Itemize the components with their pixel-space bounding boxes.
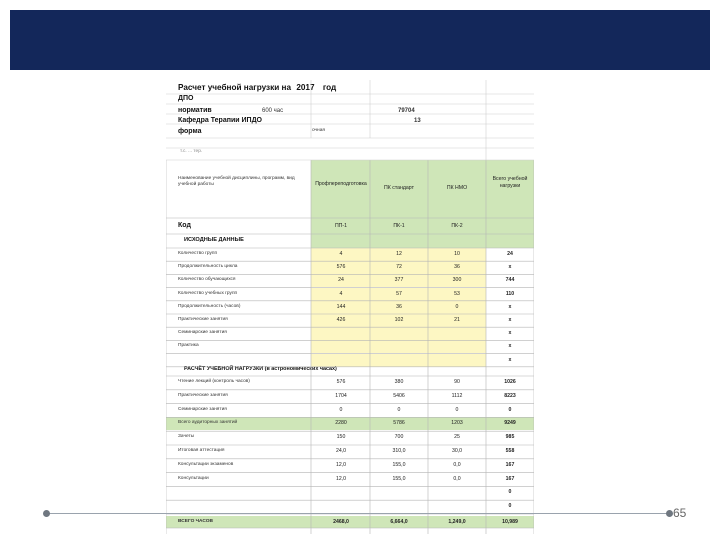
code-pp: ПП-1	[334, 223, 348, 229]
col-header-nmo: ПК НМО	[446, 185, 468, 191]
row-value: 576	[336, 379, 346, 385]
row-label: Продолжительность цикла	[178, 264, 238, 270]
row-value: 576	[336, 264, 346, 271]
row-total: 0	[508, 503, 512, 510]
row-value: 53	[454, 290, 460, 297]
row-value: 1704	[335, 392, 347, 399]
row-total: 0	[508, 406, 512, 413]
department-label: Кафедра Терапии ИПДО	[178, 117, 262, 124]
row-value: 155,0	[392, 475, 406, 482]
form-label: форма	[178, 128, 202, 135]
total-pk1: 6,664,0	[390, 519, 408, 525]
row-label: Зачеты	[178, 434, 195, 440]
row-value: 0,0	[453, 475, 461, 482]
row-label: Всего аудиторных занятий	[178, 420, 238, 426]
col-header-total: Всего учебной нагрузки	[492, 176, 528, 190]
row-value: 36	[396, 303, 402, 310]
footer-line	[46, 513, 671, 514]
row-value: 102	[394, 317, 404, 323]
total-label: ВСЕГО ЧАСОВ	[178, 519, 213, 524]
row-value: 10	[454, 251, 460, 257]
row-label: Продолжительность (часов)	[178, 303, 241, 309]
row-label: Количество учебных групп	[178, 290, 238, 296]
row-total: х	[508, 343, 512, 350]
row-total: х	[508, 264, 512, 271]
row-value: 310,0	[392, 448, 406, 454]
row-label: Чтение лекций (контроль часов)	[178, 379, 250, 384]
row-value: 150	[336, 434, 346, 441]
row-total: х	[508, 356, 512, 363]
row-value: 72	[396, 264, 402, 271]
row-value: 377	[394, 277, 404, 284]
row-value: 155,0	[392, 461, 406, 468]
row-value: 5786	[393, 420, 405, 427]
row-value: 12	[396, 251, 402, 257]
row-value: 30,0	[451, 448, 463, 454]
row-total: 110	[505, 290, 515, 297]
row-value: 0	[455, 406, 459, 413]
small-note: т.с. ... тер.	[180, 149, 203, 154]
row-value: 1203	[451, 420, 463, 427]
norm-value: 600 час	[262, 108, 284, 114]
row-total: 558	[505, 448, 515, 454]
form-value: очная	[312, 128, 325, 133]
col-header-pp: Профпереподготовка	[315, 181, 367, 187]
row-value: 5406	[393, 392, 405, 399]
total-pk2: 1,249,0	[448, 519, 466, 525]
row-value: 36	[454, 264, 460, 271]
row-label: Практические занятия	[178, 317, 228, 322]
row-value: 700	[394, 434, 404, 441]
row-value: 12,0	[335, 475, 347, 482]
row-label: Консультации экзаменов	[178, 461, 234, 467]
row-total: 0	[508, 489, 512, 496]
row-label: Практические занятия	[178, 392, 228, 398]
row-value: 0	[455, 303, 459, 310]
row-total: 9249	[504, 420, 516, 427]
row-total: х	[508, 317, 512, 323]
total-pp: 2468,0	[333, 519, 349, 525]
row-total: 985	[505, 434, 515, 441]
footer-dot-right	[666, 510, 673, 517]
row-label: Количество обучающихся	[178, 277, 236, 283]
row-value: 24,0	[335, 448, 347, 454]
norm-right: 79704	[398, 108, 415, 114]
row-total: 8223	[504, 392, 516, 399]
row-value: 12,0	[335, 461, 347, 468]
row-total: х	[508, 330, 512, 337]
row-label: Итоговая аттестация	[178, 448, 225, 453]
spreadsheet-image	[166, 76, 534, 534]
row-value: 426	[336, 317, 346, 323]
row-value: 0	[339, 406, 343, 413]
row-label: Количество групп	[178, 251, 218, 256]
row-total: 24	[507, 251, 513, 257]
footer-dot-left	[43, 510, 50, 517]
row-label: Консультации	[178, 475, 209, 481]
row-value: 0,0	[453, 461, 461, 468]
department-right: 13	[414, 118, 421, 124]
row-value: 1112	[451, 392, 463, 399]
sheet-title: Расчет учебной нагрузки на 2017 год	[178, 83, 337, 92]
row-value: 144	[336, 303, 346, 310]
row-value: 4	[339, 251, 343, 257]
row-value: 57	[396, 290, 402, 297]
section-calc: РАСЧЁТ УЧЕБНОЙ НАГРУЗКИ (в астрономических часах)	[184, 366, 337, 372]
row-value: 0	[397, 406, 401, 413]
norm-label: норматив	[178, 107, 212, 114]
row-label: Семинарские занятия	[178, 406, 227, 412]
code-label: Код	[178, 222, 191, 229]
dpo-label: ДПО	[178, 95, 194, 102]
row-value: 4	[339, 290, 343, 297]
row-value: 2280	[335, 420, 347, 427]
table-grid	[166, 76, 534, 534]
code-pk2: ПК-2	[451, 223, 463, 229]
row-value: 90	[454, 379, 460, 385]
row-label: Семинарские занятия	[178, 330, 227, 336]
title-banner	[10, 10, 710, 70]
row-total: 1026	[504, 379, 516, 385]
row-total: х	[508, 303, 512, 310]
row-label: Практика	[178, 343, 199, 349]
col-header-pk: ПК стандарт	[384, 185, 414, 191]
code-pk1: ПК-1	[393, 223, 405, 229]
row-total: 744	[505, 277, 515, 284]
page-number: 65	[673, 506, 687, 520]
row-value: 380	[394, 379, 404, 385]
row-value: 21	[454, 317, 460, 323]
row-value: 300	[452, 277, 462, 284]
row-total: 167	[505, 461, 515, 468]
row-value: 25	[454, 434, 460, 441]
row-total: 167	[505, 475, 515, 482]
total-sum: 10,989	[502, 519, 518, 525]
col-name-header: Наименование учебной дисциплины, программ, вид учебной работы	[178, 176, 295, 188]
row-value: 24	[338, 277, 344, 284]
section-initial: ИСХОДНЫЕ ДАННЫЕ	[184, 237, 244, 243]
